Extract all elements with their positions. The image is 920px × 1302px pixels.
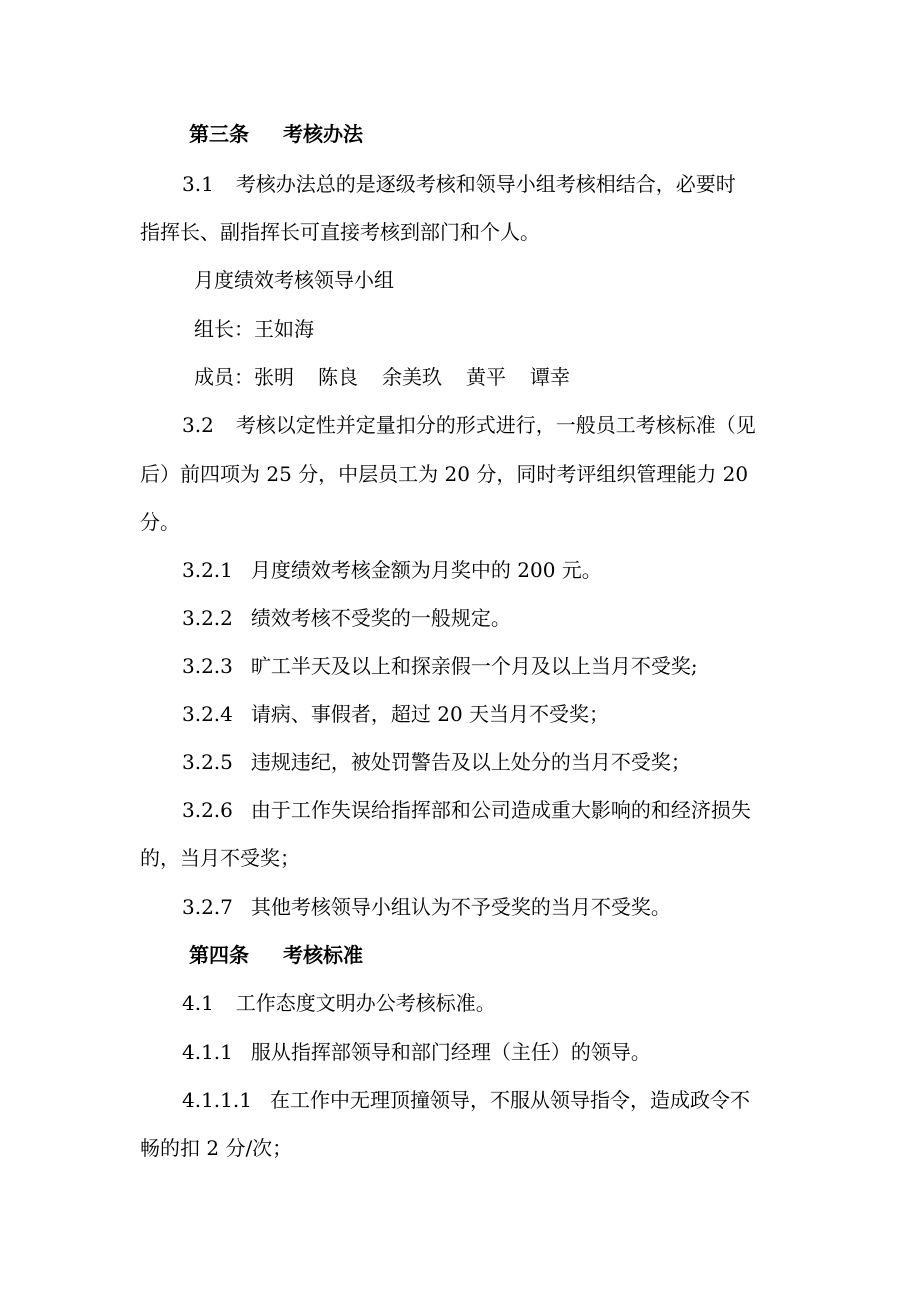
clause-3-2-5 [182, 750, 691, 774]
group-member: 陈良 [318, 365, 358, 389]
group-member: 谭幸 [530, 365, 570, 389]
clause-3-2-6-text-2: 的，当月不受奖； [140, 846, 300, 870]
group-leader-name: 王如海 [254, 317, 314, 341]
clause-4-1-text: 工作态度文明办公考核标准。 [235, 991, 496, 1015]
group-title [194, 268, 394, 292]
section-4-heading [189, 943, 363, 967]
clause-3-2-6-line-1 [182, 798, 751, 822]
clause-3-2-1-text: 月度绩效考核金额为月奖中的 200 元。 [250, 558, 602, 582]
clause-3-2-4-number: 3.2.4 [182, 702, 233, 726]
group-leader [194, 317, 314, 341]
clause-3-2-text-2: 后）前四项为 25 分，中层员工为 20 分，同时考评组织管理能力 20 [140, 462, 749, 486]
clause-4-1-number: 4.1 [182, 991, 214, 1015]
clause-4-1-1-number: 4.1.1 [182, 1040, 233, 1064]
clause-3-2-text-1: 考核以定性并定量扣分的形式进行，一般员工考核标准（见 [235, 413, 756, 437]
clause-3-1-text-1: 考核办法总的是逐级考核和领导小组考核相结合，必要时 [235, 172, 736, 196]
clause-3-2-6-number: 3.2.6 [182, 798, 233, 822]
clause-3-2-5-text: 违规违纪，被处罚警告及以上处分的当月不受奖； [250, 750, 691, 774]
group-member: 黄平 [466, 365, 506, 389]
clause-3-2-5-number: 3.2.5 [182, 750, 233, 774]
section-3-title: 考核办法 [283, 122, 363, 146]
clause-3-2-2 [182, 606, 511, 630]
clause-3-1-text-2: 指挥长、副指挥长可直接考核到部门和个人。 [140, 220, 540, 244]
group-member: 张明 [254, 365, 294, 389]
group-member: 余美玖 [382, 365, 442, 389]
group-members-label: 成员： [194, 365, 254, 389]
clause-3-2-3-text: 旷工半天及以上和探亲假一个月及以上当月不受奖; [250, 654, 698, 678]
clause-3-2-number: 3.2 [182, 413, 214, 437]
clause-4-1-1 [182, 1040, 651, 1064]
clause-3-2-2-number: 3.2.2 [182, 606, 233, 630]
clause-3-2-4 [182, 702, 609, 726]
clause-4-1-1-1-line-1 [182, 1088, 750, 1112]
clause-3-2-3-number: 3.2.3 [182, 654, 233, 678]
group-title-text: 月度绩效考核领导小组 [194, 268, 394, 292]
clause-3-2-4-text: 请病、事假者，超过 20 天当月不受奖； [250, 702, 610, 726]
section-3-number: 第三条 [189, 122, 249, 146]
clause-3-2-line-2 [140, 462, 748, 486]
clause-4-1-1-1-number: 4.1.1.1 [182, 1088, 252, 1112]
section-3-heading [189, 122, 363, 146]
section-4-number: 第四条 [189, 943, 249, 967]
clause-3-1-line-1 [182, 172, 736, 196]
clause-3-2-line-3 [140, 510, 180, 534]
group-leader-label: 组长： [194, 317, 254, 341]
clause-3-2-2-text: 绩效考核不受奖的一般规定。 [250, 606, 511, 630]
clause-4-1-1-1-text-1: 在工作中无理顶撞领导，不服从领导指令，造成政令不 [269, 1088, 750, 1112]
clause-4-1-1-1-line-2 [140, 1136, 292, 1160]
clause-3-2-line-1 [182, 413, 756, 437]
clause-3-2-1 [182, 558, 602, 582]
clause-3-1-number: 3.1 [182, 172, 214, 196]
section-4-title: 考核标准 [283, 943, 363, 967]
clause-4-1-1-text: 服从指挥部领导和部门经理（主任）的领导。 [250, 1040, 651, 1064]
clause-3-2-text-3: 分。 [140, 510, 180, 534]
group-members [194, 365, 570, 389]
clause-3-2-7 [182, 895, 671, 919]
clause-3-2-1-number: 3.2.1 [182, 558, 233, 582]
clause-3-2-6-text-1: 由于工作失误给指挥部和公司造成重大影响的和经济损失 [250, 798, 751, 822]
clause-3-2-7-text: 其他考核领导小组认为不予受奖的当月不受奖。 [250, 895, 671, 919]
clause-3-2-3 [182, 654, 698, 678]
clause-3-2-7-number: 3.2.7 [182, 895, 233, 919]
clause-3-2-6-line-2 [140, 846, 300, 870]
clause-4-1 [182, 991, 496, 1015]
clause-3-1-line-2 [140, 220, 540, 244]
clause-4-1-1-1-text-2: 畅的扣 2 分/次； [140, 1136, 293, 1160]
